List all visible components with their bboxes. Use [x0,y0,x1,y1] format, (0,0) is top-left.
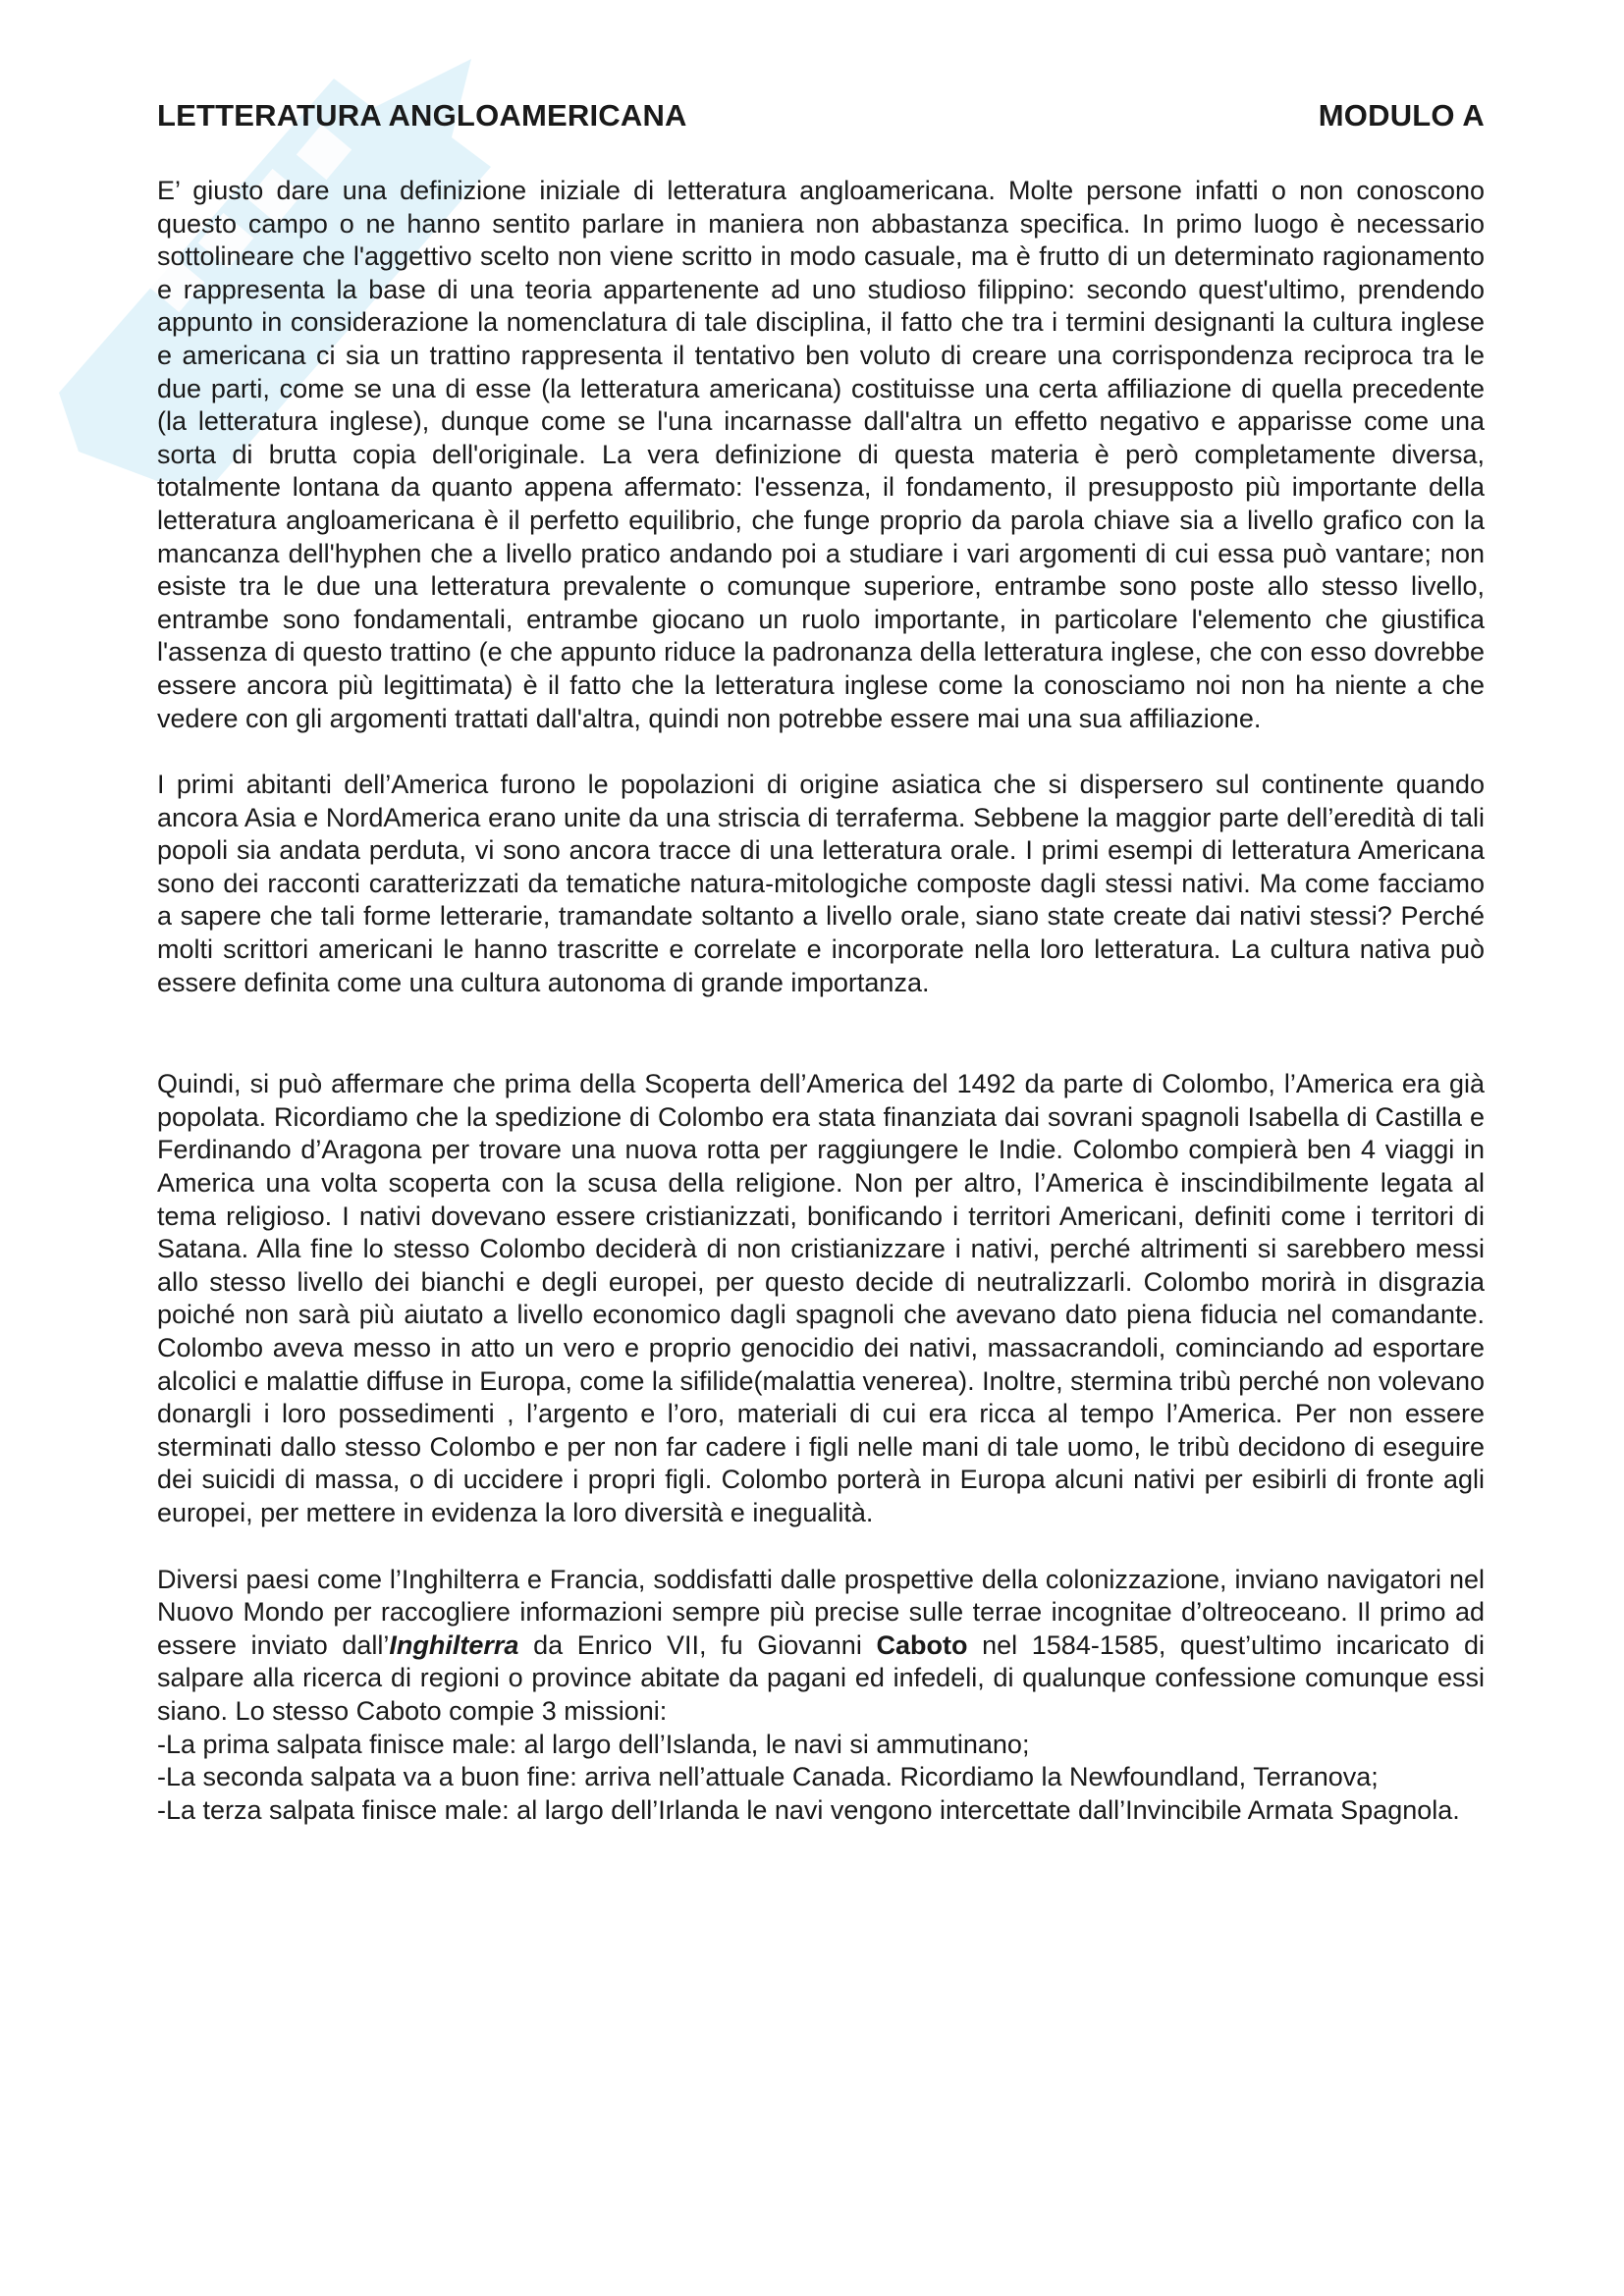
page-header [157,98,1485,133]
mission-item-1: -La prima salpata finisce male: al largo dell’Islanda, le navi si ammutinano; [157,1729,1030,1759]
caboto-emphasis: Caboto [876,1629,968,1660]
caboto-text-c: nel 1584-1585, quest’ultimo incaricato di salpare alla ricerca di regioni o province abitate da pagani ed infedeli, di qualunque confessione comunque essi siano. Lo stesso Caboto compie 3 missioni: [157,1629,1485,1726]
document-title: LETTERATURA ANGLOAMERICANA [157,98,687,133]
caboto-text-b: da Enrico VII, fu Giovanni [518,1629,877,1660]
document-page [157,98,1485,1827]
mission-item-2: -La seconda salpata va a buon fine: arriva nell’attuale Canada. Ricordiamo la Newfoundland, Terranova; [157,1762,1379,1792]
mission-item-3: -La terza salpata finisce male: al largo dell’Irlanda le navi vengono intercettate dall’Invincibile Armata Spagnola. [157,1794,1460,1825]
module-label: MODULO A [1318,98,1485,133]
inghilterra-emphasis: Inghilterra [389,1629,519,1660]
paragraph-caboto [157,1564,1485,1828]
caboto-text-a: Diversi paesi come l’Inghilterra e Francia, soddisfatti dalle prospettive della colonizzazione, inviano navigatori nel Nuovo Mondo per raccogliere informazioni sempre più precise sulle terrae incognitae d’oltreoceano. Il primo ad essere inviato dall’ [157,1564,1485,1660]
paragraph-first-inhabitants: I primi abitanti dell’America furono le popolazioni di origine asiatica che si dispersero sul continente quando ancora Asia e NordAmerica erano unite da una striscia di terraferma. Sebbene la maggior parte dell’eredità di tali popoli sia andata perduta, vi sono ancora tracce di una letteratura orale. I primi esempi di letteratura Americana sono dei racconti caratterizzati da tematiche natura-mitologiche composte dagli stessi nativi. Ma come facciamo a sapere che tali forme letterarie, tramandate soltanto a livello orale, siano state create dai nativi stessi? Perché molti scrittori americani le hanno trascritte e correlate e incorporate nella loro letteratura. La cultura nativa può essere definita come una cultura autonoma di grande importanza. [157,770,1485,997]
paragraph-colombo: Quindi, si può affermare che prima della Scoperta dell’America del 1492 da parte di Colombo, l’America era già popolata. Ricordiamo che la spedizione di Colombo era stata finanziata dai sovrani spagnoli Isabella di Castilla e Ferdinando d’Aragona per trovare una nuova rotta per raggiungere le Indie. Colombo compierà ben 4 viaggi in America una volta scoperta con la scusa della religione. Non per altro, l’America è inscindibilmente legata al tema religioso. I nativi dovevano essere cristianizzati, bonificando i territori Americani, definiti come i territori di Satana. Alla fine lo stesso Colombo deciderà di non cristianizzare i nativi, perché altrimenti si sarebbero messi allo stesso livello dei bianchi e degli europei, per questo decide di neutralizzarli. Colombo morirà in disgrazia poiché non sarà più aiutato a livello economico dagli spagnoli che avevano dato piena fiducia nel comandante. Colombo aveva messo in atto un vero e proprio genocidio dei nativi, massacrandoli, cominciando ad esportare alcolici e malattie diffuse in Europa, come la sifilide(malattia venerea). Inoltre, stermina tribù perché non volevano donargli i loro possedimenti , l’argento e l’oro, materiali di cui era ricca al tempo l’America. Per non essere sterminati dallo stesso Colombo e per non far cadere i figli nelle mani di tale uomo, le tribù decidono di eseguire dei suicidi di massa, o di uccidere i propri figli. Colombo porterà in Europa alcuni nativi per esibirli di fronte agli europei, per mettere in evidenza la loro diversità e inegualità. [157,1069,1485,1527]
paragraph-definition: E’ giusto dare una definizione iniziale di letteratura angloamericana. Molte persone infatti o non conoscono questo campo o ne hanno sentito parlare in maniera non abbastanza specifica. In primo luogo è necessario sottolineare che l'aggettivo scelto non viene scritto in modo casuale, ma è frutto di un determinato ragionamento e rappresenta la base di una teoria appartenente ad uno studioso filippino: secondo quest'ultimo, prendendo appunto in considerazione la nomenclatura di tale disciplina, il fatto che tra i termini designanti la cultura inglese e americana ci sia un trattino rappresenta il tentativo ben voluto di creare una corrispondenza reciproca tra le due parti, come se una di esse (la letteratura americana) costituisse una certa affiliazione di quella precedente (la letteratura inglese), dunque come se l'una incarnasse dall'altra un effetto negativo e apparisse come una sorta di brutta copia dell'originale. La vera definizione di questa materia è però completamente diversa, totalmente lontana da quanto appena affermato: l'essenza, il fondamento, il presupposto più importante della letteratura angloamericana è il perfetto equilibrio, che funge proprio da parola chiave sia a livello grafico con la mancanza dell'hyphen che a livello pratico andando poi a studiare i vari argomenti di cui essa può vantare; non esiste tra le due una letteratura prevalente o comunque superiore, entrambe sono poste allo stesso livello, entrambe sono fondamentali, entrambe giocano un ruolo importante, in particolare l'elemento che giustifica l'assenza di questo trattino (e che appunto riduce la padronanza della letteratura inglese, che con esso dovrebbe essere ancora più legittimata) è il fatto che la letteratura inglese come la conosciamo noi non ha niente a che vedere con gli argomenti trattati dall'altra, quindi non potrebbe essere mai una sua affiliazione. [157,176,1485,733]
